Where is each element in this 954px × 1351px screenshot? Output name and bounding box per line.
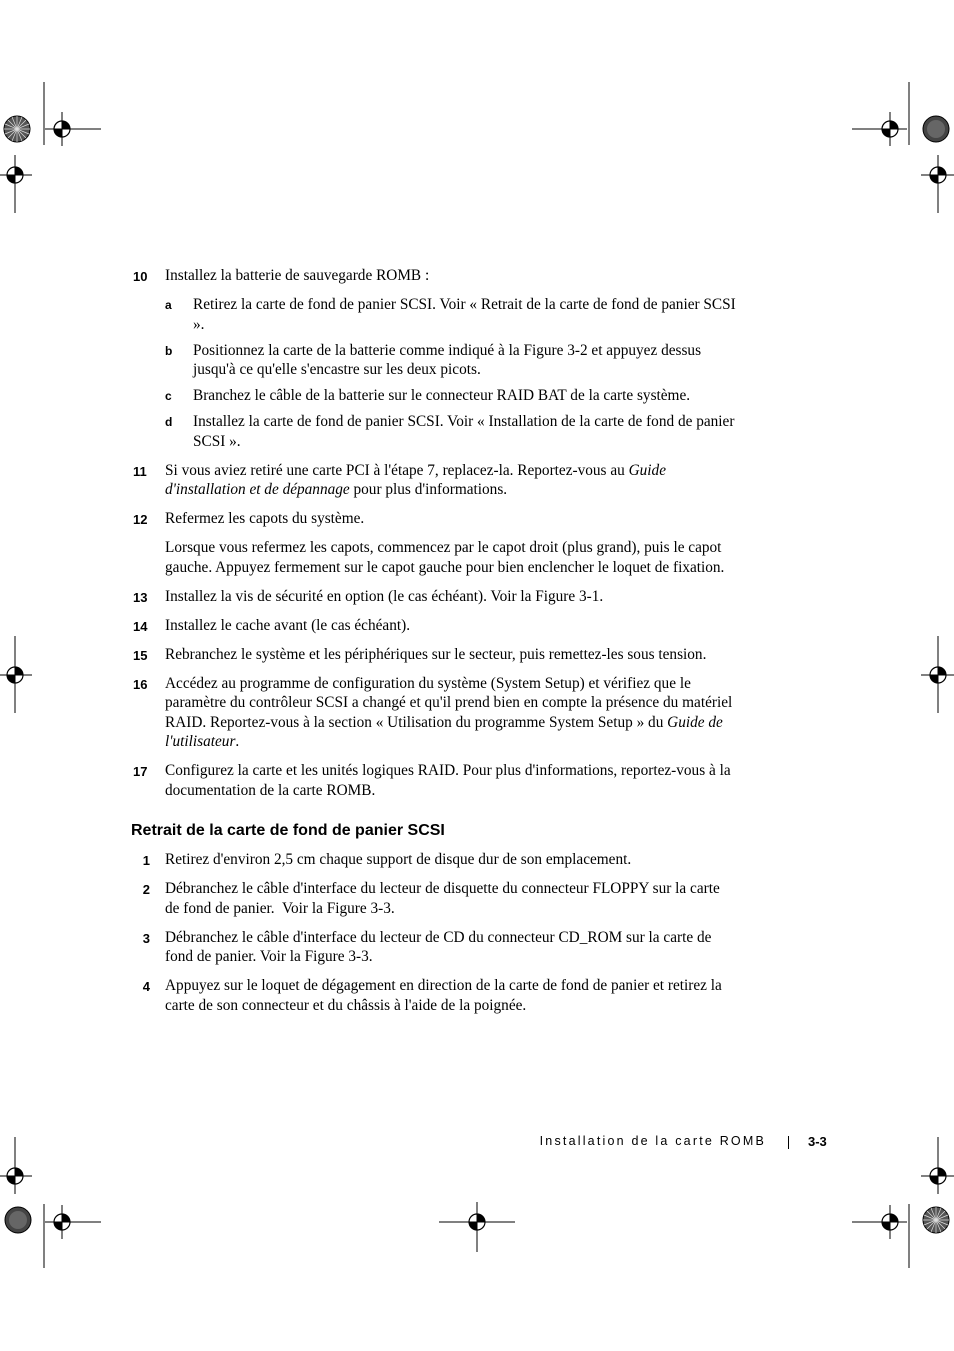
- substep-c: [165, 386, 738, 406]
- step-number: 14: [133, 618, 148, 634]
- substep-text: Branchez le câble de la batterie sur le connecteur RAID BAT de la carte système.: [193, 387, 691, 404]
- step-text: Installez la batterie de sauvegarde ROMB :: [165, 267, 430, 284]
- step-17: [133, 761, 738, 800]
- step-number: 2: [142, 882, 150, 897]
- substep-letter: b: [165, 343, 173, 358]
- step-text: Rebranchez le système et les périphériques sur le secteur, puis remettez-les sous tension.: [165, 645, 707, 663]
- step-text-end: pour plus d'informations.: [349, 481, 508, 498]
- step-11: [133, 461, 738, 500]
- step-paragraph: Lorsque vous refermez les capots, commencez par le capot droit (plus grand), puis le capot gauche. Appuyez fermement sur le capot gauche pour bien enclencher le loquet de fixation.: [165, 539, 725, 576]
- substep-text: Retirez la carte de fond de panier SCSI. Voir « Retrait de la carte de fond de panier SCSI ».: [193, 296, 736, 333]
- step-text: Installez la vis de sécurité en option (le cas échéant). Voir la Figure 3-1.: [165, 587, 604, 605]
- page-number: 3-3: [808, 1134, 827, 1149]
- substep-list: [165, 295, 738, 451]
- step-text: Débranchez le câble d'interface du lecteur de CD du connecteur CD_ROM sur la carte de fond de panier. Voir la Figure 3-3.: [165, 928, 712, 965]
- step-text: Installez le cache avant (le cas échéant).: [165, 616, 411, 634]
- step-text: Refermez les capots du système.: [165, 510, 365, 527]
- step-number: 11: [133, 463, 147, 479]
- footer-divider: [788, 1136, 789, 1149]
- step-italic-reference: Guide de l'utilisateur: [165, 713, 723, 750]
- step-text: Débranchez le câble d'interface du lecteur de disquette du connecteur FLOPPY sur la carte de fond de panier. Voir la Figure 3-3.: [165, 880, 724, 917]
- step-15: [133, 645, 738, 665]
- step-number: 4: [142, 979, 150, 994]
- step-12: [133, 509, 738, 577]
- section-heading: Retrait de la carte de fond de panier SCSI: [131, 822, 445, 839]
- page-content: [133, 266, 738, 1015]
- step-italic-reference: Guide d'installation et de dépannage: [165, 461, 666, 498]
- step-text: Appuyez sur le loquet de dégagement en direction de la carte de fond de panier et retirez la carte de son connecteur et du châssis à l'aide de la poignée.: [165, 977, 722, 1014]
- step-number: 15: [133, 647, 148, 663]
- removal-step-4: [133, 976, 738, 1015]
- step-text: Accédez au programme de configuration du système (System Setup) et vérifiez que le paramètre du contrôleur SCSI a changé et qu'il prend bien en compte la présence du matériel RAID. Reportez-vous à la section « Utilisation du programme System Setup » du: [165, 674, 733, 731]
- substep-d: [165, 412, 738, 451]
- step-number: 10: [133, 269, 148, 284]
- step-text: Si vous aviez retiré une carte PCI à l'étape 7, replacez-la. Reportez-vous au: [165, 461, 629, 479]
- substep-letter: c: [165, 389, 172, 403]
- step-number: 13: [133, 589, 148, 605]
- step-text: Retirez d'environ 2,5 cm chaque support de disque dur de son emplacement.: [165, 851, 632, 868]
- step-text-end: .: [235, 733, 240, 750]
- step-number: 12: [133, 512, 148, 527]
- step-16: [133, 674, 738, 752]
- removal-step-1: [133, 850, 738, 870]
- step-14: [133, 616, 738, 636]
- step-10: [133, 266, 738, 451]
- step-number: 1: [142, 853, 150, 868]
- substep-letter: a: [165, 298, 172, 312]
- step-13: [133, 587, 738, 607]
- removal-steps: [133, 850, 738, 1015]
- step-number: 3: [142, 930, 150, 946]
- substep-text: Positionnez la carte de la batterie comme indiqué à la Figure 3-2 et appuyez dessus jusqu'à ce qu'elle s'encastre sur les deux picots.: [193, 341, 702, 378]
- step-number: 16: [133, 676, 148, 692]
- page-footer: [0, 1134, 954, 1154]
- footer-chapter-title: Installation de la carte ROMB: [539, 1134, 766, 1148]
- removal-step-3: [133, 928, 738, 967]
- step-text: Configurez la carte et les unités logiques RAID. Pour plus d'informations, reportez-vous à la documentation de la carte ROMB.: [165, 762, 731, 799]
- removal-step-2: [133, 879, 738, 918]
- substep-text: Installez la carte de fond de panier SCSI. Voir « Installation de la carte de fond de panier SCSI ».: [193, 413, 735, 450]
- substep-b: [165, 341, 738, 380]
- substep-letter: d: [165, 415, 173, 429]
- substep-a: [165, 295, 738, 334]
- step-number: 17: [133, 764, 148, 779]
